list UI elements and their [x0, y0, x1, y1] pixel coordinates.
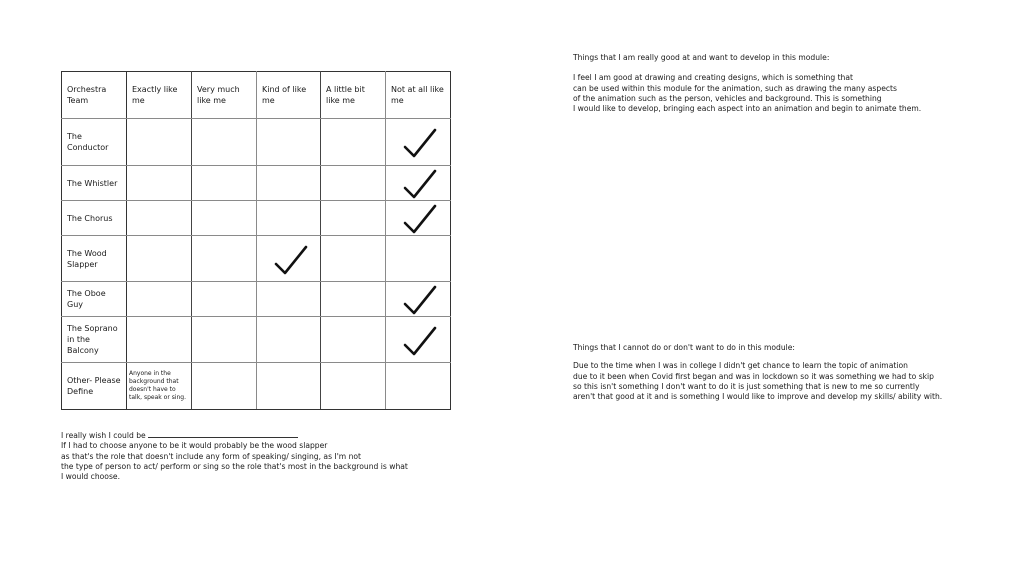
header-orchestra-team: Orchestra Team [62, 72, 127, 119]
wish-text-line: the type of person to act/ perform or sing so the role that's most in the background is what [61, 461, 408, 471]
header-a-little-bit-like-me: A little bit like me [321, 72, 386, 119]
rating-cell [386, 236, 451, 282]
rating-cell [257, 119, 321, 166]
role-label: The Oboe Guy [62, 282, 127, 317]
strengths-text-line: I feel I am good at drawing and creating designs, which is something that [573, 73, 853, 83]
header-very-much-like-me: Very much like me [192, 72, 257, 119]
check-mark-icon [402, 284, 438, 316]
wish-text-line: I would choose. [61, 472, 120, 482]
strengths-title: Things that I am really good at and want to develop in this module: [573, 53, 830, 62]
role-label: The Chorus [62, 201, 127, 236]
rating-cell [321, 201, 386, 236]
strengths-section [573, 53, 993, 114]
rating-cell [192, 282, 257, 317]
rating-cell [257, 282, 321, 317]
role-label: The Conductor [62, 119, 127, 166]
table-row [62, 282, 451, 317]
rating-cell [127, 201, 192, 236]
wish-section [61, 430, 481, 482]
role-label: The Whistler [62, 166, 127, 201]
rating-cell [321, 166, 386, 201]
rating-cell [127, 236, 192, 282]
rating-cell [192, 317, 257, 363]
table-row [62, 166, 451, 201]
wish-text-line: as that's the role that doesn't include any form of speaking/ singing, as I'm not [61, 451, 362, 461]
check-mark-icon [402, 168, 438, 200]
rating-cell [321, 282, 386, 317]
role-label: The Wood Slapper [62, 236, 127, 282]
rating-cell [386, 201, 451, 236]
rating-cell [192, 363, 257, 410]
rating-cell [257, 236, 321, 282]
role-label: The Soprano in the Balcony [62, 317, 127, 363]
table-header-row [62, 72, 451, 119]
check-mark-icon [273, 244, 309, 276]
rating-cell [127, 119, 192, 166]
wish-prompt: I really wish I could be [61, 431, 146, 440]
header-kind-of-like-me: Kind of like me [257, 72, 321, 119]
wish-prompt-line [61, 430, 481, 441]
rating-cell [127, 317, 192, 363]
orchestra-team-table [61, 71, 451, 410]
weaknesses-text-line: so this isn't something I don't want to do it is just something that is new to me so currently [573, 381, 920, 391]
check-mark-icon [402, 203, 438, 235]
weaknesses-title: Things that I cannot do or don't want to do in this module: [573, 343, 795, 352]
rating-cell [321, 317, 386, 363]
rating-cell [192, 236, 257, 282]
check-mark-icon [402, 127, 438, 159]
header-not-at-all-like-me: Not at all like me [386, 72, 451, 119]
strengths-text-line: I would like to develop, bringing each aspect into an animation and begin to animate them. [573, 104, 922, 114]
wish-text-line: If I had to choose anyone to be it would probably be the wood slapper [61, 441, 328, 451]
weaknesses-text-line: due to it been when Covid first began and was in lockdown so it was something we had to skip [573, 371, 934, 381]
table-row [62, 236, 451, 282]
other-definition: Anyone in the background that doesn't have to talk, speak or sing. [127, 363, 192, 410]
rating-cell [386, 166, 451, 201]
role-label: Other- Please Define [62, 363, 127, 410]
rating-cell [257, 166, 321, 201]
rating-cell [192, 201, 257, 236]
weaknesses-text-line: Due to the time when I was in college I didn't get chance to learn the topic of animation [573, 361, 908, 371]
rating-cell [386, 363, 451, 410]
strengths-text-line: can be used within this module for the animation, such as drawing the many aspects [573, 83, 897, 93]
rating-cell [257, 363, 321, 410]
rating-cell [321, 363, 386, 410]
rating-cell [192, 119, 257, 166]
rating-cell [321, 236, 386, 282]
table-row [62, 201, 451, 236]
rating-cell [257, 317, 321, 363]
header-exactly-like-me: Exactly like me [127, 72, 192, 119]
rating-cell [386, 282, 451, 317]
wish-blank-line [148, 430, 298, 438]
rating-cell [321, 119, 386, 166]
rating-cell [386, 119, 451, 166]
strengths-text-line: of the animation such as the person, vehicles and background. This is something [573, 93, 882, 103]
weaknesses-text-line: aren't that good at it and is something I would like to improve and develop my skills/ ability with. [573, 392, 943, 402]
table-row [62, 119, 451, 166]
weaknesses-section [573, 343, 993, 402]
rating-cell [127, 282, 192, 317]
check-mark-icon [402, 325, 438, 357]
rating-cell [192, 166, 257, 201]
rating-cell [127, 166, 192, 201]
table-row [62, 363, 451, 410]
rating-cell [257, 201, 321, 236]
table-row [62, 317, 451, 363]
rating-cell [386, 317, 451, 363]
